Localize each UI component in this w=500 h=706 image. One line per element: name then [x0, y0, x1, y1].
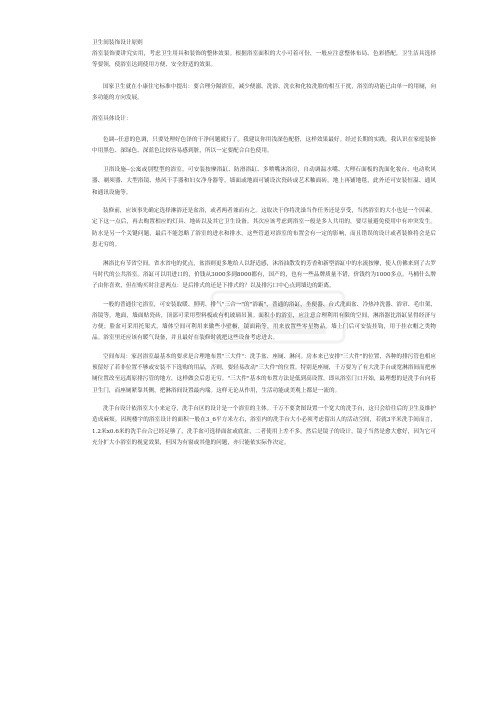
paragraph-shower: 淋浴比有节省空间，省水省电的优点，盆浴则更多地给人以舒适感，沐浴油散发的芳香和新型浴缸中的水流按摩，使人仿佛来到了古罗马时代的公共浴室。浴缸可以用进口的，价钱从3000多到8000都有，国产的，也有一些品牌质量不错，价钱约为1000多点。马桶什么牌子由你喜欢，但在购买时注意两点：是后排式的还是下排式的？以及排污口中心点到墙边的距离。	[92, 260, 436, 289]
paragraph-layout: 空间布局：家居浴室最基本的要求是合理地布置"三大件"：洗手盆、座厕、淋问。房本来已安排"三大件"的位置，各种的排污管也相应预留好了若非位置不够或安装不下选购的用品，否则，要轻易改动"三大件"的位置。特别是座厕，千万要为了有大洗手台或宽淋浴间而把座厕位置改至远离原排污管的地方，这样做会后患无穷。"三大件"基本的布置方法是低到高设置。即从浴室门口开始，最理想的是洗手台向着卫生门，而座厕紧靠其侧，把淋浴间设置最内端。这样无论从作用，生活功能或美观上都是一流的。	[92, 353, 436, 394]
paragraph-ordinary-bathroom: 一般的普通住宅浴室，可安装取暖、照明、排气"三合一"的"浴霸"，普通的浴缸，坐便器、台式洗面盆、冷热冲洗器、浴帘、毛巾架、浴镜等。地面，墙面贴瓷砖，顶部可采用塑料板或有机玻璃吊顶。面积小的浴室，应注意合理利用有限的空间，淋浴器比浴缸显得经济与方便；脸盆可采用托架式，墙体空间可利用来做些小壁橱，镜面箱等，用来放置些零星物品。墙上门后可安装挂钩，用于挂衣帽之类物品。浴室里还应该有暖气设备，并且最好在装修时就把这些设备考虑进去。	[92, 301, 436, 342]
document-body	[92, 38, 436, 449]
paragraph-facilities: 卫浴设施--公寓或别墅型的浴室，可安装按摩浴缸、防滑浴缸、多喷嘴沐浴房，自动调温水嘴、大理石面板的洗面化妆台、电动吹风器、剃须器、大型浴镜、热风干手器和妇女净身器等。墙面或地面可铺设次瓷砖或艺术釉面砖，地上再铺地毯，此外还可安装恒温、通风和通讯设施等。	[92, 167, 436, 196]
paragraph-trend: 国家卫生就在小康住宅标准中提出：要合理分隔浴室，减少便溺、洗浴、洗衣和化妆洗脸的相互干扰，浴室的功能已由单一的用厕，向多功能的方向发展。	[92, 83, 436, 101]
paragraph-intro: 浴室装饰要讲究实用，考虑卫生用具和装饰的整体效果。根据浴室面积的大小可着可份，一般应注意整体布局、色彩搭配。卫生洁具选择等要领，使浴室达到使用方便、安全舒适的效果。	[92, 51, 436, 69]
paragraph-color: 色调--任意的色调，只要处理好色泽的干净问题就行了。我建议你用浅深色配搭，这样效果最好。经过长期的实践，我认识在家庭装修中用黑色、深绿色、深蓝色比较容易感到脏，所以一定要配合白色使用。	[92, 137, 436, 155]
paragraph-renovation: 装修前，应该事先确定选择淋浴还是盆浴，或者两者兼而有之。这取决于你将洗澡当作任务还是享受，当然浴室的大小也是一个因素。定下这一点后，再去购置相应的灯具、地砖以及其它卫生设备。其次应该考虑到浴室一般是多人共用的，要尽量避免使用中有冲突发生。防水是另一个关键问题，最后不能忽略了浴室的进水和排水，这些管道对浴室的布置会有一定的影响，而且错误的设计或者装修将会是后患无穷的。	[92, 208, 436, 248]
paragraph-washstand: 洗手台设计依浴室大小来定夺，洗手台区的设计是一个浴室的主体。千万不要贪图设置一个宽大的洗手台，这只会给往后的卫生及维护造成麻烦。因现楼宇的浴室设计的面积一般在3_6平方米左右，浴室内的洗手台大小必须考虑留出人的活动空间，若就3平米洗手间而言，1.2米x0.6米的洗手台合已经足够了，洗手盆可选择面盆或底盆，二者使用上差不多，然后是镜子的设计，镜子当然是愈大愈好，因为它可充分扩大小浴室的视觉效果，但因为有窗或其他的问题，亦只能依实际作决定。	[92, 406, 436, 446]
section-heading: 浴室具体设计：	[92, 116, 132, 123]
document-title: 卫生间装饰设计原则	[92, 40, 143, 46]
